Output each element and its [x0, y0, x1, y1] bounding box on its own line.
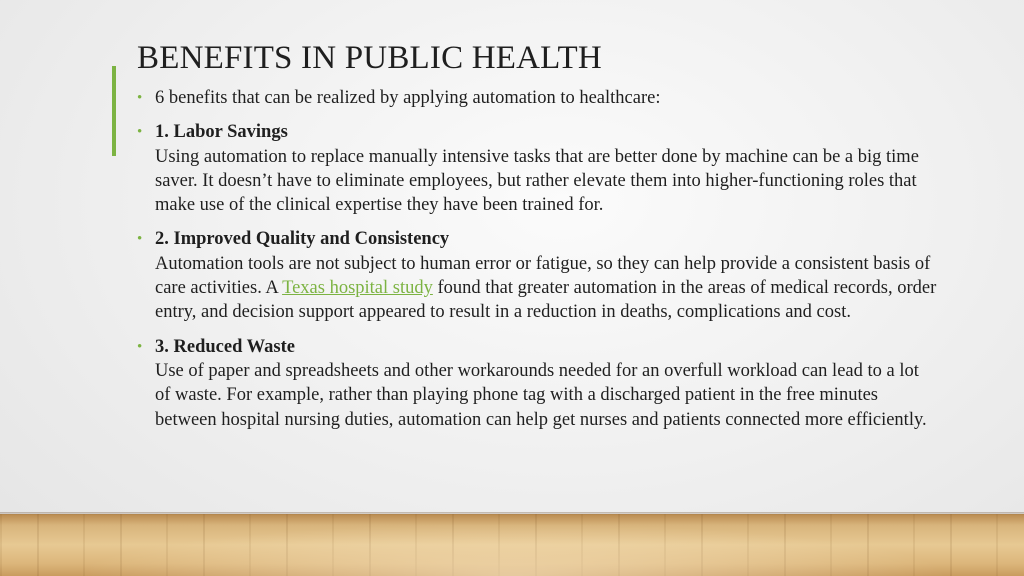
benefit-body-after-link: found that greater automation in the areas of medical records, order entry, and decision support appeared to result in a reduction in deaths, complications and cost.: [155, 278, 937, 323]
benefit-body: [155, 252, 937, 325]
title-accent-bar: [112, 66, 116, 156]
intro-text: 6 benefits that can be realized by applying automation to healthcare:: [155, 88, 661, 108]
bullet-dot-icon: •: [137, 231, 143, 248]
bullet-reduced-waste: [137, 335, 937, 432]
floor-edge-shadow: [0, 512, 1024, 515]
benefit-heading: 1. Labor Savings: [155, 122, 288, 143]
benefit-heading: 3. Reduced Waste: [155, 336, 295, 357]
floor-light-decoration: [0, 514, 1024, 576]
bullet-dot-icon: •: [137, 338, 143, 355]
bullet-improved-quality: [137, 227, 937, 324]
bullet-dot-icon: •: [137, 124, 143, 141]
benefit-body-before-link: Automation tools are not subject to human error or fatigue, so they can help provide a consistent basis of care activities. A: [155, 253, 931, 299]
bullet-labor-savings: [137, 120, 937, 217]
slide-content: [137, 86, 937, 432]
benefit-body: Using automation to replace manually intensive tasks that are better done by machine can be a big time saver. It doesn’t have to eliminate employees, but rather elevate them into higher-functioning roles that make use of the clinical expertise they have been trained for.: [155, 146, 919, 216]
benefit-body: Use of paper and spreadsheets and other workarounds needed for an overfull workload can lead to a lot of waste. For example, rather than playing phone tag with a discharged patient in the free minutes between hospital nursing duties, automation can help get nurses and patients connected more efficiently.: [155, 360, 927, 430]
benefit-heading: 2. Improved Quality and Consistency: [155, 229, 450, 250]
texas-hospital-study-link[interactable]: Texas hospital study: [282, 278, 433, 299]
bullet-intro: [137, 86, 937, 110]
bullet-dot-icon: •: [137, 90, 143, 106]
slide-title: BENEFITS IN PUBLIC HEALTH: [137, 40, 602, 76]
